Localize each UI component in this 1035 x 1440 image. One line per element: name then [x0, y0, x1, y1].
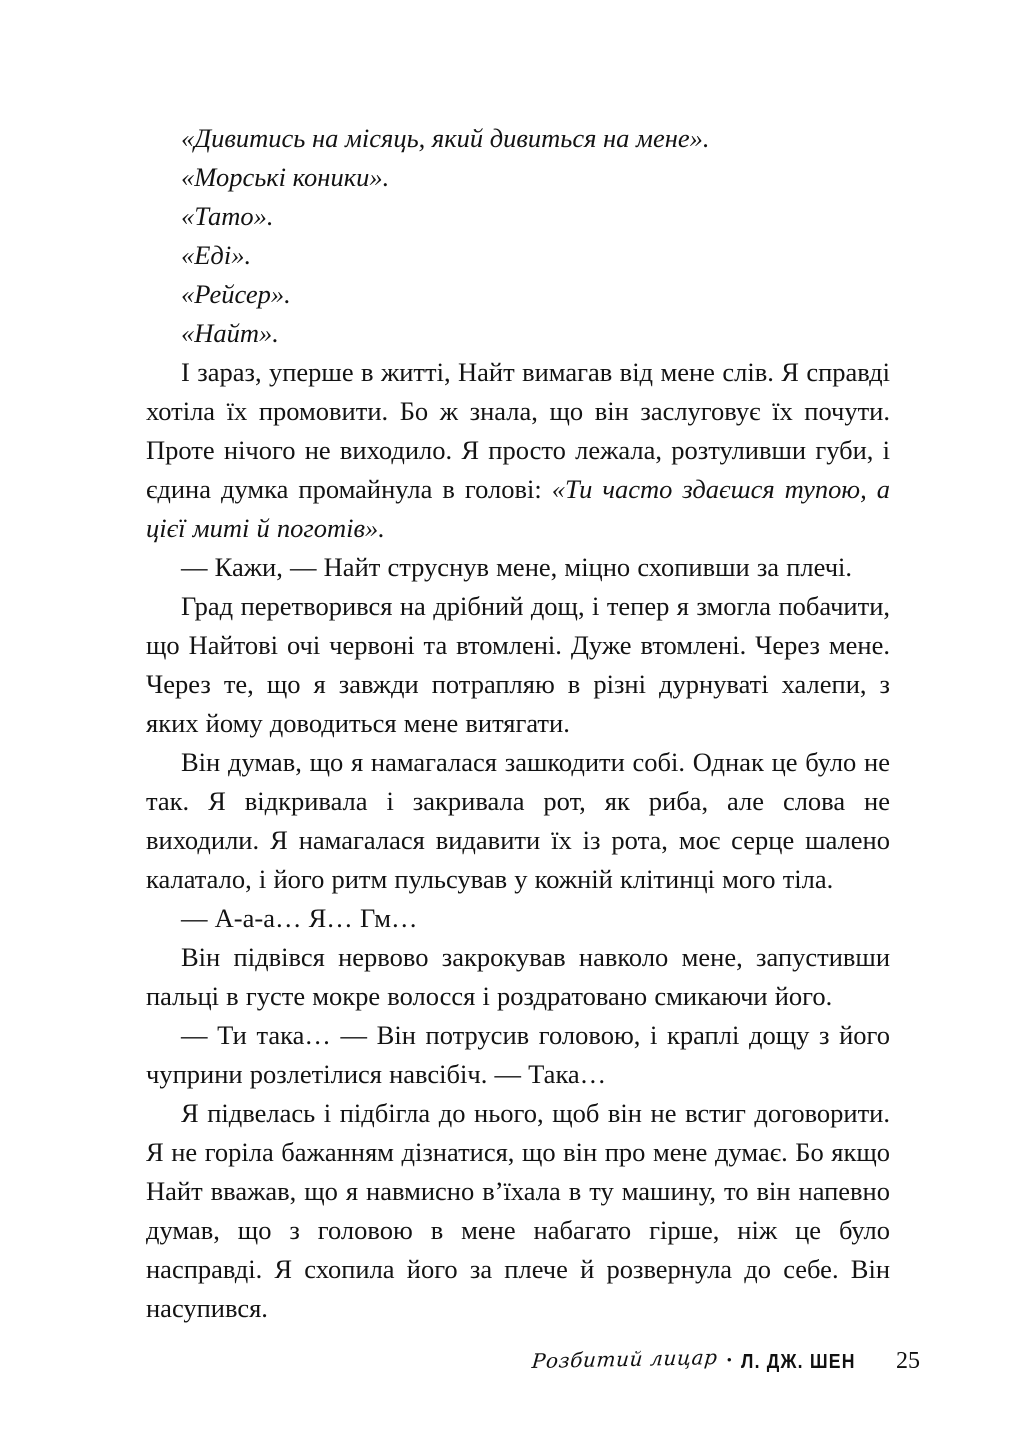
paragraph-text: — А-а-а… Я… Гм…	[181, 903, 418, 933]
footer-author-name: Л. ДЖ. ШЕН	[740, 1350, 856, 1373]
paragraph-text: Я підвелась і підбігла до нього, щоб він не встиг договорити. Я не горіла бажанням дізнатися, що він про мене думає. Бо якщо Найт вважав, що я навмисно в’їхала в ту машину, то він напевно думав, що з головою в мене набагато гірше, ніж це було насправді. Я схопила його за плече й розвернула до себе. Він насупився.	[146, 1098, 890, 1323]
paragraph-text: Град перетворився на дрібний дощ, і тепер я змогла побачити, що Найтові очі червоні та втомлені. Дуже втомлені. Через мене. Через те, що я завжди потрапляю в різні дурнуваті халепи, з яких йому доводиться мене витягати.	[146, 591, 890, 738]
body-paragraph	[146, 353, 890, 548]
paragraph-text: І зараз, уперше в житті, Найт вимагав від мене слів. Я справді хотіла їх промовити. Бо ж знала, що він заслуговує їх почути. Проте нічого не виходило. Я просто лежала, розтуливши губи, і єдина думка промайнула в голові:	[146, 357, 890, 504]
body-paragraph	[146, 587, 890, 743]
epigraph-line: «Дивитись на місяць, який дивиться на мене».	[181, 123, 710, 153]
paragraph-text: Він підвівся нервово закрокував навколо мене, запустивши пальці в густе мокре волосся і роздратовано смикаючи його.	[146, 942, 890, 1011]
dialogue-paragraph	[146, 1016, 890, 1094]
footer-book-title: Розбитий лицар	[530, 1345, 719, 1373]
epigraph-line: «Рейсер».	[181, 279, 291, 309]
page-number: 25	[896, 1348, 920, 1374]
paragraph-text: — Ти така… — Він потрусив головою, і краплі дощу з його чуприни розлетілися навсібіч. — Така…	[146, 1020, 890, 1089]
dialogue-paragraph	[146, 548, 890, 587]
page-footer	[146, 1345, 920, 1392]
body-paragraph	[146, 1094, 890, 1328]
paragraph-italic-text: «Ти часто здаєшся тупою, а цієї миті й поготів».	[146, 474, 890, 543]
epigraph-line: «Еді».	[181, 240, 252, 270]
page-text-block	[146, 119, 890, 1328]
paragraph-text: — Кажи, — Найт струснув мене, міцно схопивши за плечі.	[181, 552, 853, 582]
dialogue-paragraph	[146, 899, 890, 938]
epigraph-line: «Найт».	[181, 318, 279, 348]
epigraph-line: «Тато».	[181, 201, 274, 231]
body-paragraph	[146, 938, 890, 1016]
paragraph-text: Він думав, що я намагалася зашкодити собі. Однак це було не так. Я відкривала і закривала рот, як риба, але слова не виходили. Я намагалася видавити їх із рота, моє серце шалено калатало, і його ритм пульсував у кожній клітинці мого тіла.	[146, 747, 890, 894]
footer-separator-bullet: •	[727, 1352, 732, 1367]
body-paragraph	[146, 743, 890, 899]
epigraph-line: «Морські коники».	[181, 162, 390, 192]
